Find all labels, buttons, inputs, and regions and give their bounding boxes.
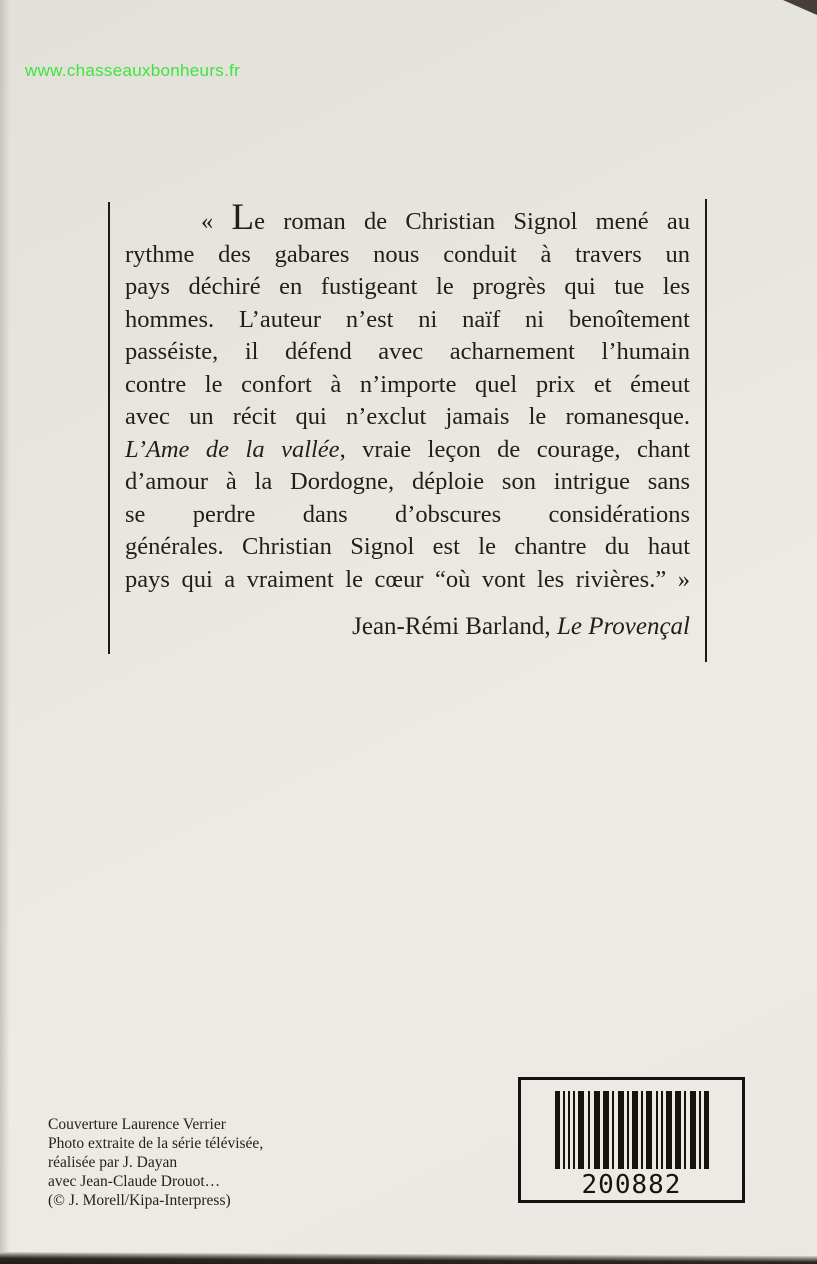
quote-segment: passéiste, il défend avec acharnement l’humain xyxy=(125,338,690,365)
quote-rule-right xyxy=(705,199,707,662)
quote-segment: avec un récit qui n’exclut jamais le romanesque. xyxy=(125,403,690,430)
quote-segment: rythme des gabares nous conduit à travers un xyxy=(125,240,690,268)
quote-segment: Le Provençal xyxy=(556,613,690,640)
photo-bottom-edge xyxy=(0,1252,817,1264)
quote-line xyxy=(125,531,690,564)
quote-segment: pays qui a vraiment le cœur “où vont les rivières.” » xyxy=(125,565,690,593)
watermark-url: www.chasseauxbonheurs.fr xyxy=(25,61,241,80)
quote-segment: Jean-Rémi Barland, xyxy=(352,613,557,640)
quote-line xyxy=(125,336,690,369)
quote-line xyxy=(125,271,690,304)
quote-segment: contre le confort à n’importe quel prix et émeut xyxy=(125,370,690,398)
credit-line: avec Jean-Claude Drouot… xyxy=(48,1173,221,1190)
quote-segment: , vraie leçon de courage, chant xyxy=(339,435,691,463)
quote-segment: L xyxy=(231,197,255,238)
quote-line xyxy=(125,369,690,402)
top-right-corner-background xyxy=(783,0,817,15)
quote-segment: générales. Christian Signol est le chantre du haut xyxy=(125,533,690,560)
quote-line xyxy=(125,401,690,434)
quote-line xyxy=(125,434,690,467)
photo-credits xyxy=(48,1115,263,1210)
quote-segment: e roman de Christian Signol mené au xyxy=(254,208,691,235)
quote-segment: L’Ame de la vallée xyxy=(125,435,340,463)
credit-line: Couverture Laurence Verrier xyxy=(48,1116,226,1133)
barcode-icon xyxy=(555,1091,709,1169)
barcode-box xyxy=(518,1077,745,1203)
quote-line xyxy=(125,564,690,597)
barcode-number: 200882 xyxy=(581,1170,682,1200)
barcode-bar xyxy=(704,1091,709,1169)
press-quote-text xyxy=(125,197,691,596)
quote-segment: pays déchiré en fustigeant le progrès qui tue les xyxy=(125,273,690,300)
credit-line: (© J. Morell/Kipa-Interpress) xyxy=(48,1192,231,1209)
credit-line: Photo extraite de la série télévisée, xyxy=(48,1135,264,1152)
quote-segment: hommes. L’auteur n’est ni naïf ni benoîtement xyxy=(125,305,690,333)
credit-line: réalisée par J. Dayan xyxy=(48,1154,178,1171)
quote-segment: « xyxy=(201,208,232,235)
quote-line xyxy=(125,499,690,532)
quote-line xyxy=(125,239,690,272)
quote-line xyxy=(125,197,691,239)
quote-segment: se perdre dans d’obscures considérations xyxy=(125,500,690,528)
quote-attribution xyxy=(125,613,690,641)
quote-line xyxy=(125,304,690,337)
quote-line xyxy=(125,466,690,499)
quote-segment: d’amour à la Dordogne, déploie son intrigue sans xyxy=(125,468,690,495)
page-left-edge-shadow xyxy=(0,0,10,1264)
quote-rule-left xyxy=(108,202,110,654)
